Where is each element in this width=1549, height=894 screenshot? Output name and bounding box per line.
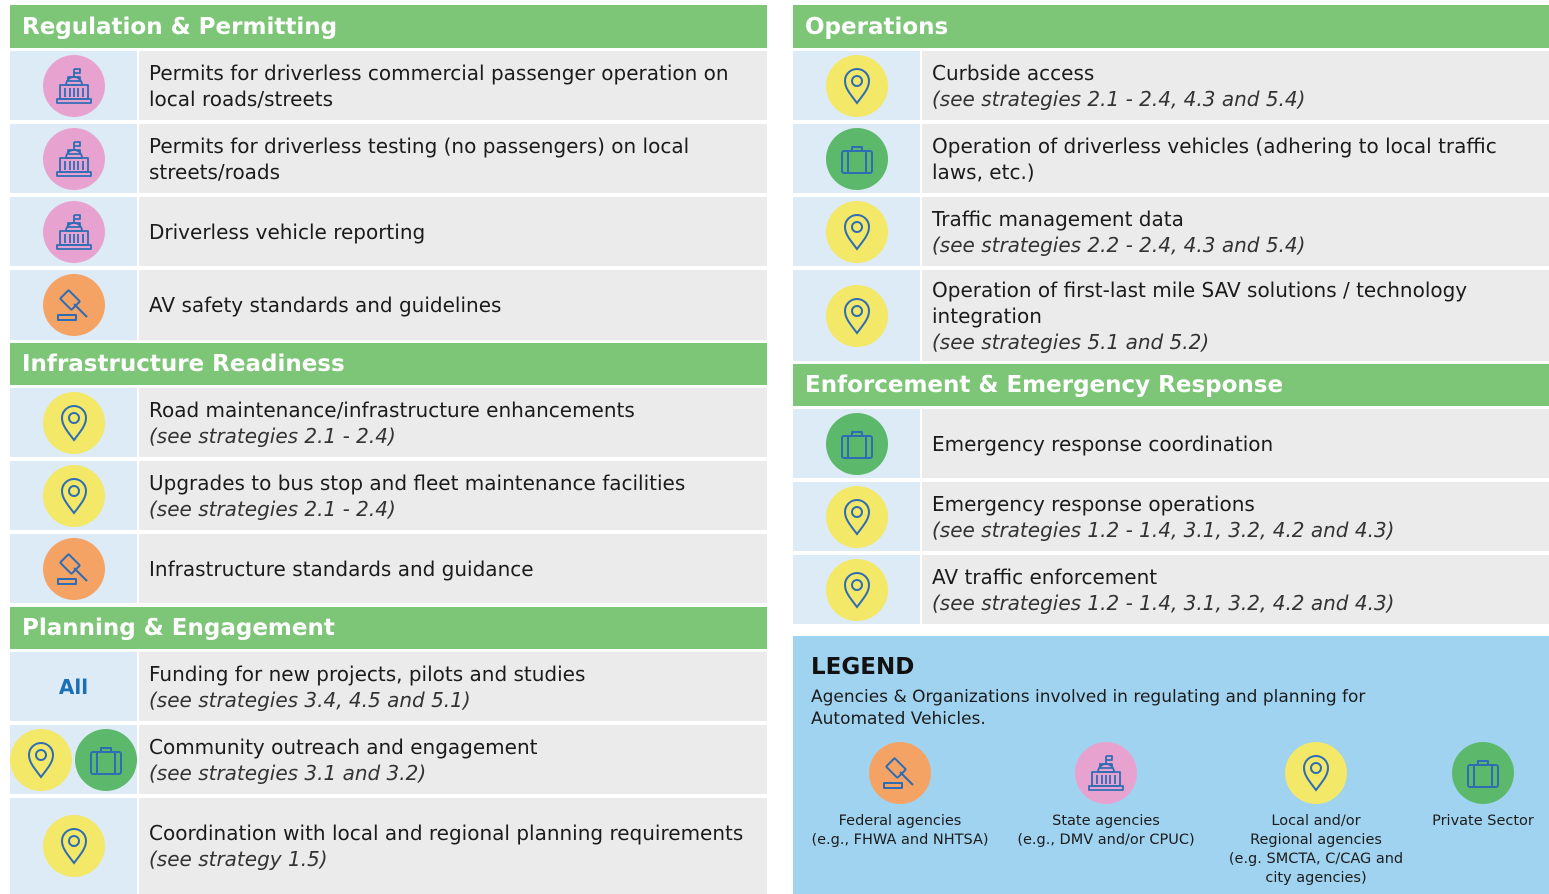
row-reference: (see strategies 1.2 - 1.4, 3.1, 3.2, 4.2 and 4.3): [932, 517, 1395, 542]
state-capitol-icon: [43, 201, 105, 263]
map-pin-icon: [43, 815, 105, 877]
row-reference: (see strategies 3.4, 4.5 and 5.1): [149, 687, 471, 712]
briefcase-icon: [75, 729, 137, 791]
row-reference: (see strategies 2.1 - 2.4): [149, 496, 396, 521]
table-row: [793, 555, 1549, 624]
all-agencies-label: All: [58, 674, 89, 699]
row-title: Traffic management data: [932, 206, 1184, 231]
row-title: Permits for driverless testing (no passengers) on local streets/roads: [149, 133, 690, 184]
row-title: Operation of driverless vehicles (adhering to local traffic laws, etc.): [932, 133, 1497, 184]
table-row: [10, 270, 767, 340]
briefcase-icon: [1452, 742, 1514, 804]
table-row: [793, 482, 1549, 551]
table-row: [10, 197, 767, 266]
row-reference: (see strategies 2.2 - 2.4, 4.3 and 5.4): [932, 232, 1306, 257]
table-row: [793, 409, 1549, 478]
row-reference: (see strategies 2.1 - 2.4): [149, 423, 396, 448]
row-title: Road maintenance/infrastructure enhancements: [149, 397, 635, 422]
table-row: [793, 270, 1549, 361]
row-title: Emergency response coordination: [932, 431, 1274, 456]
row-title: Infrastructure standards and guidance: [149, 556, 534, 581]
map-pin-icon: [1285, 742, 1347, 804]
map-pin-icon: [826, 55, 888, 117]
row-title: Community outreach and engagement: [149, 734, 538, 759]
state-capitol-icon: [1075, 742, 1137, 804]
row-title: Operation of first-last mile SAV solutions / technology integration: [932, 277, 1468, 328]
map-pin-icon: [826, 559, 888, 621]
table-row: [10, 124, 767, 193]
state-capitol-icon: [43, 55, 105, 117]
table-row: [10, 534, 767, 603]
table-row: [793, 51, 1549, 120]
row-title: Driverless vehicle reporting: [149, 219, 426, 244]
legend-item-federal: [805, 742, 995, 850]
row-title: Funding for new projects, pilots and studies: [149, 661, 586, 686]
table-row: [10, 51, 767, 120]
row-title: Emergency response operations: [932, 491, 1255, 516]
gavel-icon: [43, 538, 105, 600]
legend-label: State agencies (e.g., DMV and/or CPUC): [1017, 813, 1195, 848]
legend-description: Agencies & Organizations involved in regulating and planning for Automated Vehicles.: [811, 687, 1366, 729]
map-pin-icon: [826, 486, 888, 548]
section-header-planning: Planning & Engagement: [10, 607, 767, 649]
table-row: [793, 197, 1549, 266]
row-reference: (see strategies 1.2 - 1.4, 3.1, 3.2, 4.2 and 4.3): [932, 590, 1395, 615]
legend-item-state: [1009, 742, 1203, 850]
map-pin-icon: [826, 285, 888, 347]
row-title: Permits for driverless commercial passenger operation on local roads/streets: [149, 60, 729, 111]
legend-item-private: [1423, 742, 1543, 831]
table-row: [793, 124, 1549, 193]
table-row: [10, 798, 767, 894]
row-reference: (see strategy 1.5): [149, 847, 328, 871]
legend-label: Federal agencies (e.g., FHWA and NHTSA): [811, 813, 989, 848]
row-title: Upgrades to bus stop and fleet maintenance facilities: [149, 470, 686, 495]
section-header-regulation: Regulation & Permitting: [10, 5, 767, 48]
row-title: Coordination with local and regional planning requirements: [149, 821, 744, 845]
table-row: [10, 461, 767, 530]
legend-label: Private Sector: [1432, 813, 1534, 829]
table-row: [10, 388, 767, 457]
section-header-operations: Operations: [793, 5, 1549, 48]
section-header-infrastructure: Infrastructure Readiness: [10, 343, 767, 385]
legend-panel: [793, 636, 1549, 894]
legend-item-local: [1218, 742, 1414, 888]
briefcase-icon: [826, 128, 888, 190]
map-pin-icon: [826, 201, 888, 263]
state-capitol-icon: [43, 128, 105, 190]
gavel-icon: [43, 274, 105, 336]
table-row: [10, 652, 767, 721]
briefcase-icon: [826, 413, 888, 475]
map-pin-icon: [43, 392, 105, 454]
table-row: [10, 725, 767, 794]
map-pin-icon: [10, 729, 72, 791]
gavel-icon: [869, 742, 931, 804]
row-title: Curbside access: [932, 60, 1095, 85]
row-reference: (see strategies 3.1 and 3.2): [149, 760, 427, 785]
row-title: AV traffic enforcement: [932, 564, 1158, 589]
row-reference: (see strategies 5.1 and 5.2): [932, 329, 1210, 354]
map-pin-icon: [43, 465, 105, 527]
row-reference: (see strategies 2.1 - 2.4, 4.3 and 5.4): [932, 86, 1306, 111]
legend-title: LEGEND: [811, 654, 915, 680]
legend-label: Local and/or Regional agencies (e.g. SMCTA, C/CAG and city agencies): [1228, 813, 1404, 886]
row-title: AV safety standards and guidelines: [149, 293, 502, 317]
section-header-enforcement: Enforcement & Emergency Response: [793, 364, 1549, 406]
